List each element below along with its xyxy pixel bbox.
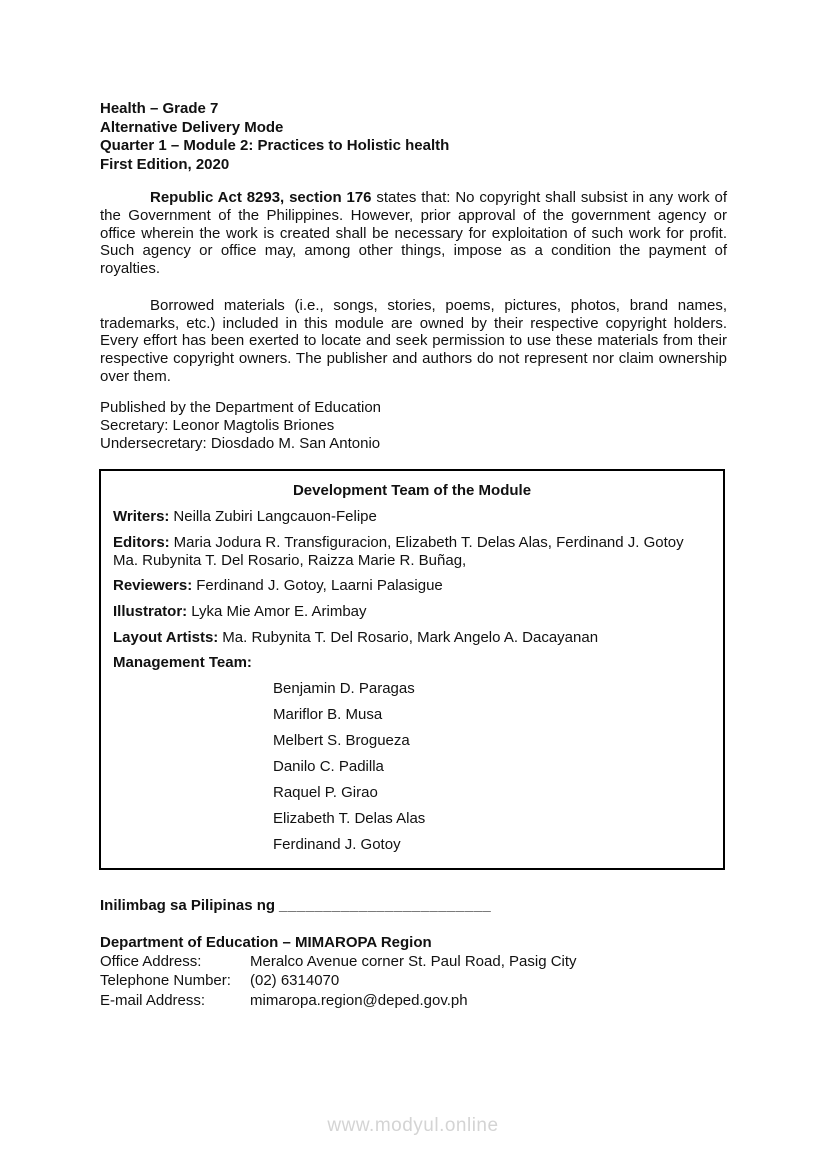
development-team-box bbox=[99, 469, 725, 871]
email-value: mimaropa.region@deped.gov.ph bbox=[250, 991, 468, 1009]
management-member: Elizabeth T. Delas Alas bbox=[273, 810, 426, 828]
borrowed-materials-paragraph: Borrowed materials (i.e., songs, stories, poems, pictures, photos, brand names, trademarks, etc.) included in this module are owned by their respective copyright holders. Every effort has been exerted to locate and seek permission to use these materials from their respective copyright owners. The publisher and authors do not represent nor claim ownership over them. bbox=[100, 296, 727, 385]
publisher-block bbox=[100, 399, 727, 452]
page-content bbox=[100, 100, 727, 1010]
management-member: Ferdinand J. Gotoy bbox=[273, 836, 401, 854]
layout-artists-value: Ma. Rubynita T. Del Rosario, Mark Angelo A. Dacayanan bbox=[222, 628, 599, 646]
office-address-value: Meralco Avenue corner St. Paul Road, Pasig City bbox=[250, 952, 577, 970]
secretary-line: Secretary: Leonor Magtolis Briones bbox=[100, 417, 335, 435]
dev-row-illustrator bbox=[113, 603, 711, 621]
header-line-edition: First Edition, 2020 bbox=[100, 155, 230, 173]
copyright-paragraph bbox=[100, 189, 727, 278]
management-team-list bbox=[113, 676, 711, 858]
header-line-subject: Health – Grade 7 bbox=[100, 100, 219, 117]
layout-artists-label: Layout Artists: bbox=[113, 628, 219, 646]
office-address-row bbox=[100, 952, 727, 972]
email-row bbox=[100, 991, 727, 1011]
office-address-label: Office Address: bbox=[100, 952, 202, 970]
email-label: E-mail Address: bbox=[100, 991, 206, 1009]
header-line-quarter: Quarter 1 – Module 2: Practices to Holistic health bbox=[100, 137, 450, 155]
printed-in-philippines-line bbox=[100, 897, 727, 915]
editors-value: Maria Jodura R. Transfiguracion, Elizabeth T. Delas Alas, Ferdinand J. Gotoy Ma. Rubynita T. Del Rosario, Raizza Marie R. Buñag, bbox=[113, 533, 684, 569]
published-by-line: Published by the Department of Education bbox=[100, 399, 382, 417]
writers-label: Writers: bbox=[113, 508, 170, 526]
deped-office-block bbox=[100, 934, 727, 1010]
writers-value: Neilla Zubiri Langcauon-Felipe bbox=[173, 508, 377, 526]
site-watermark: www.modyul.online bbox=[327, 1115, 499, 1136]
management-member: Melbert S. Brogueza bbox=[273, 732, 410, 750]
illustrator-label: Illustrator: bbox=[113, 603, 188, 621]
copyright-act-lead: Republic Act 8293, section 176 bbox=[150, 189, 372, 207]
dev-row-writers bbox=[113, 508, 711, 526]
management-member: Mariflor B. Musa bbox=[273, 706, 383, 724]
deped-region-title: Department of Education – MIMAROPA Region bbox=[100, 933, 432, 951]
management-member: Raquel P. Girao bbox=[273, 784, 378, 802]
dev-row-management-team bbox=[113, 654, 711, 672]
printed-by-label: Inilimbag sa Pilipinas ng bbox=[100, 897, 276, 915]
header-line-mode: Alternative Delivery Mode bbox=[100, 118, 284, 136]
telephone-row bbox=[100, 971, 727, 991]
telephone-value: (02) 6314070 bbox=[250, 972, 340, 990]
editors-label: Editors: bbox=[113, 533, 170, 551]
reviewers-value: Ferdinand J. Gotoy, Laarni Palasigue bbox=[196, 577, 443, 595]
management-member: Danilo C. Padilla bbox=[273, 758, 384, 776]
undersecretary-line: Undersecretary: Diosdado M. San Antonio bbox=[100, 434, 381, 452]
management-team-label: Management Team: bbox=[113, 654, 252, 672]
dev-row-layout-artists bbox=[113, 629, 711, 647]
dev-row-reviewers bbox=[113, 577, 711, 595]
reviewers-label: Reviewers: bbox=[113, 577, 193, 595]
dev-row-editors bbox=[113, 534, 711, 569]
printed-by-blank-line: ________________________ bbox=[279, 897, 492, 915]
management-member: Benjamin D. Paragas bbox=[273, 680, 415, 698]
illustrator-value: Lyka Mie Amor E. Arimbay bbox=[191, 603, 367, 621]
development-team-title: Development Team of the Module bbox=[292, 481, 532, 499]
copyright-act-body: states that: No copyright shall subsist in any work of the Government of the Philippines. However, prior approval of the government agency or office wherein the work is created shall be necessary for exploitation of such work for profit. Such agency or office may, among other things, impose as a condition the payment of royalties. bbox=[100, 189, 728, 278]
module-header bbox=[100, 100, 727, 174]
telephone-label: Telephone Number: bbox=[100, 972, 231, 990]
